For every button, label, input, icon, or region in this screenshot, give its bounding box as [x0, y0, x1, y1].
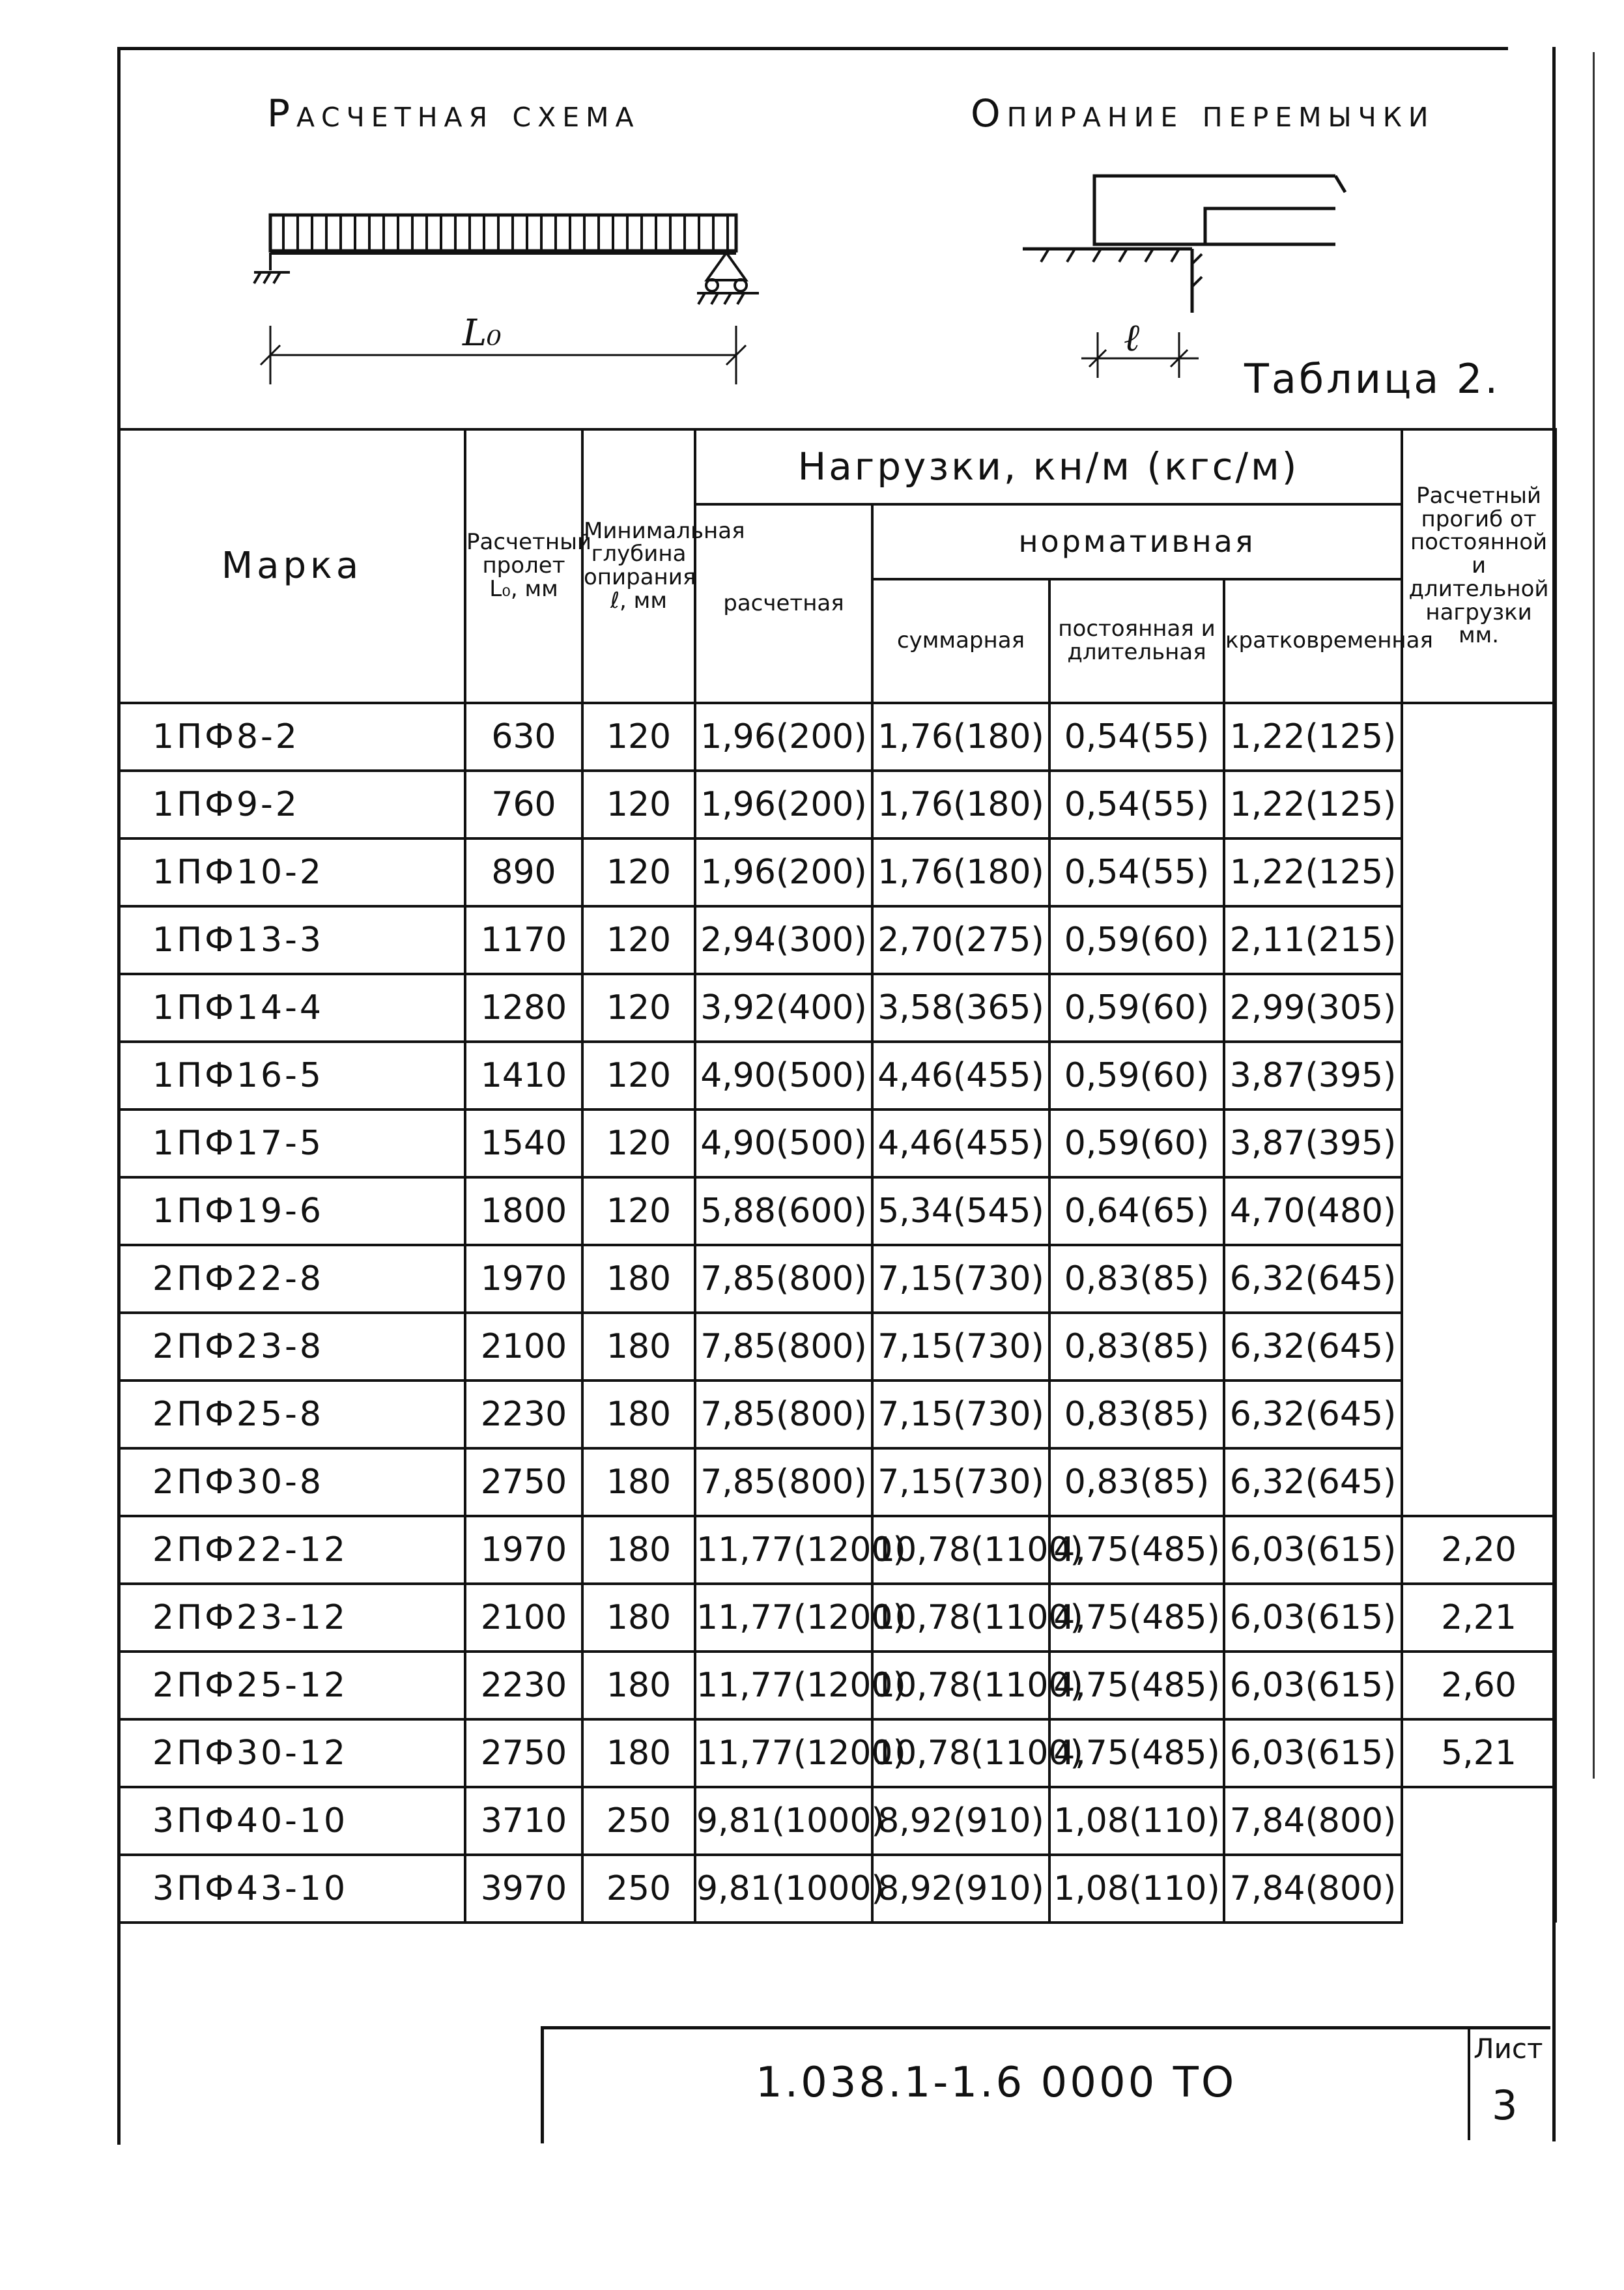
cell-permanent: 4,75(485): [1049, 1584, 1224, 1652]
cell-span: 2100: [465, 1313, 582, 1381]
table-row: [119, 771, 1556, 838]
cell-depth: 120: [582, 1109, 695, 1177]
table-row: [119, 1855, 1556, 1923]
cell-span: 3970: [465, 1855, 582, 1923]
cell-short: 6,32(645): [1224, 1381, 1402, 1448]
depth-label: ℓ: [1124, 315, 1140, 360]
table-row: [119, 974, 1556, 1042]
cell-short: 4,70(480): [1224, 1177, 1402, 1245]
cell-permanent: 0,59(60): [1049, 1042, 1224, 1109]
cell-total: 2,70(275): [872, 906, 1049, 974]
cell-permanent: 0,54(55): [1049, 771, 1224, 838]
cell-span: 1170: [465, 906, 582, 974]
cell-design: 7,85(800): [695, 1245, 872, 1313]
cell-total: 7,15(730): [872, 1448, 1049, 1516]
cell-permanent: 0,83(85): [1049, 1381, 1224, 1448]
cell-depth: 120: [582, 1177, 695, 1245]
table-row: [119, 1109, 1556, 1177]
cell-span: 630: [465, 703, 582, 771]
cell-span: 3710: [465, 1787, 582, 1855]
col-header-depth: Минимальная глубина опирания ℓ, мм: [582, 429, 695, 703]
cell-total: 8,92(910): [872, 1855, 1049, 1923]
cell-permanent: 4,75(485): [1049, 1516, 1224, 1584]
cell-short: 6,03(615): [1224, 1516, 1402, 1584]
cell-deflection: 2,20: [1402, 1516, 1556, 1584]
cell-depth: 250: [582, 1855, 695, 1923]
roller-support-right: [697, 253, 759, 304]
cell-deflection: 2,21: [1402, 1584, 1556, 1652]
cell-design: 5,88(600): [695, 1177, 872, 1245]
cell-depth: 180: [582, 1313, 695, 1381]
cell-span: 1410: [465, 1042, 582, 1109]
cell-mark: 2ПФ23-8: [119, 1313, 465, 1381]
wall-hatching: [1041, 249, 1202, 287]
cell-mark: 1ПФ19-6: [119, 1177, 465, 1245]
cell-span: 1970: [465, 1245, 582, 1313]
cell-short: 7,84(800): [1224, 1855, 1402, 1923]
loads-table: [117, 428, 1557, 1924]
cell-span: 2230: [465, 1381, 582, 1448]
cell-deflection: [1402, 1042, 1556, 1109]
cell-depth: 120: [582, 906, 695, 974]
cell-short: 6,32(645): [1224, 1448, 1402, 1516]
cell-mark: 1ПФ8-2: [119, 703, 465, 771]
cell-deflection: [1402, 1109, 1556, 1177]
cell-deflection: [1402, 703, 1556, 771]
cell-short: 6,32(645): [1224, 1313, 1402, 1381]
col-header-permanent: постоянная и длительная: [1049, 579, 1224, 703]
table-row: [119, 1448, 1556, 1516]
cell-total: 10,78(1100): [872, 1516, 1049, 1584]
cell-span: 2750: [465, 1448, 582, 1516]
table-row: [119, 1719, 1556, 1787]
cell-depth: 120: [582, 703, 695, 771]
design-scheme-drawing: [235, 195, 795, 404]
cell-depth: 180: [582, 1652, 695, 1719]
cell-mark: 3ПФ40-10: [119, 1787, 465, 1855]
span-label: L₀: [463, 312, 502, 354]
cell-short: 6,03(615): [1224, 1652, 1402, 1719]
table-row: [119, 838, 1556, 906]
table-row: [119, 1652, 1556, 1719]
table-row: [119, 1584, 1556, 1652]
cell-permanent: 0,59(60): [1049, 1109, 1224, 1177]
cell-design: 11,77(1200): [695, 1719, 872, 1787]
cell-total: 4,46(455): [872, 1109, 1049, 1177]
cell-deflection: [1402, 1787, 1556, 1855]
table-row: [119, 1245, 1556, 1313]
cell-total: 1,76(180): [872, 838, 1049, 906]
cell-deflection: [1402, 1313, 1556, 1381]
cell-depth: 120: [582, 1042, 695, 1109]
cell-short: 1,22(125): [1224, 838, 1402, 906]
cell-design: 2,94(300): [695, 906, 872, 974]
cell-design: 9,81(1000): [695, 1855, 872, 1923]
cell-short: 1,22(125): [1224, 703, 1402, 771]
cell-span: 1280: [465, 974, 582, 1042]
cell-design: 7,85(800): [695, 1448, 872, 1516]
cell-short: 3,87(395): [1224, 1109, 1402, 1177]
cell-mark: 1ПФ9-2: [119, 771, 465, 838]
cell-mark: 1ПФ14-4: [119, 974, 465, 1042]
cell-total: 10,78(1100): [872, 1584, 1049, 1652]
cell-deflection: [1402, 1245, 1556, 1313]
loads-table-container: [117, 428, 1554, 1924]
cell-total: 3,58(365): [872, 974, 1049, 1042]
table-row: [119, 703, 1556, 771]
design-scheme-title: Расчетная схема: [267, 91, 640, 136]
cell-design: 1,96(200): [695, 703, 872, 771]
cell-mark: 2ПФ25-8: [119, 1381, 465, 1448]
cell-short: 2,99(305): [1224, 974, 1402, 1042]
cell-mark: 2ПФ23-12: [119, 1584, 465, 1652]
cell-span: 1970: [465, 1516, 582, 1584]
cell-deflection: [1402, 771, 1556, 838]
lintel-step: [1205, 208, 1335, 244]
col-header-design: расчетная: [695, 504, 872, 703]
cell-short: 6,03(615): [1224, 1719, 1402, 1787]
cell-short: 6,32(645): [1224, 1245, 1402, 1313]
table-row: [119, 1381, 1556, 1448]
cell-design: 3,92(400): [695, 974, 872, 1042]
col-header-mark: Марка: [119, 429, 465, 703]
cell-design: 4,90(500): [695, 1109, 872, 1177]
sheet-label: Лист: [1474, 2033, 1543, 2065]
table-row: [119, 1516, 1556, 1584]
span-dimension-line: [261, 326, 746, 384]
cell-design: 1,96(200): [695, 771, 872, 838]
cell-span: 1540: [465, 1109, 582, 1177]
cell-depth: 180: [582, 1516, 695, 1584]
cell-permanent: 4,75(485): [1049, 1652, 1224, 1719]
cell-total: 7,15(730): [872, 1313, 1049, 1381]
cell-span: 890: [465, 838, 582, 906]
cell-total: 5,34(545): [872, 1177, 1049, 1245]
cell-total: 4,46(455): [872, 1042, 1049, 1109]
cell-mark: 2ПФ30-8: [119, 1448, 465, 1516]
cell-design: 11,77(1200): [695, 1516, 872, 1584]
pin-support-left: [254, 253, 290, 283]
table-row: [119, 1313, 1556, 1381]
col-header-normative: нормативная: [872, 504, 1402, 579]
cell-permanent: 0,54(55): [1049, 703, 1224, 771]
cell-total: 1,76(180): [872, 703, 1049, 771]
cell-total: 10,78(1100): [872, 1652, 1049, 1719]
cell-permanent: 0,83(85): [1049, 1245, 1224, 1313]
cell-span: 1800: [465, 1177, 582, 1245]
cell-total: 7,15(730): [872, 1381, 1049, 1448]
table-caption: Таблица 2.: [1244, 355, 1501, 403]
cell-permanent: 1,08(110): [1049, 1855, 1224, 1923]
cell-total: 1,76(180): [872, 771, 1049, 838]
cell-total: 7,15(730): [872, 1245, 1049, 1313]
cell-span: 760: [465, 771, 582, 838]
col-header-loads: Нагрузки, кн/м (кгс/м): [695, 429, 1402, 504]
cell-span: 2100: [465, 1584, 582, 1652]
cell-deflection: 5,21: [1402, 1719, 1556, 1787]
col-header-short-term: кратковременная: [1224, 579, 1402, 703]
cell-short: 2,11(215): [1224, 906, 1402, 974]
table-row: [119, 1177, 1556, 1245]
cell-mark: 1ПФ10-2: [119, 838, 465, 906]
col-header-span: Расчетный пролет L₀, мм: [465, 429, 582, 703]
cell-design: 4,90(500): [695, 1042, 872, 1109]
cell-mark: 1ПФ13-3: [119, 906, 465, 974]
cell-mark: 1ПФ16-5: [119, 1042, 465, 1109]
cell-deflection: [1402, 1448, 1556, 1516]
table-row: [119, 1042, 1556, 1109]
sheet-number: 3: [1492, 2082, 1518, 2129]
cell-permanent: 0,54(55): [1049, 838, 1224, 906]
cell-depth: 120: [582, 838, 695, 906]
cell-short: 6,03(615): [1224, 1584, 1402, 1652]
cell-permanent: 0,83(85): [1049, 1313, 1224, 1381]
table-row: [119, 1787, 1556, 1855]
sheet-outer-border: [1593, 52, 1595, 1779]
cell-total: 10,78(1100): [872, 1719, 1049, 1787]
cell-depth: 180: [582, 1245, 695, 1313]
cell-design: 1,96(200): [695, 838, 872, 906]
cell-design: 7,85(800): [695, 1381, 872, 1448]
lintel-break-mark: [1335, 176, 1345, 192]
support-depth-dimension: [1081, 332, 1199, 378]
col-header-deflection: Расчетный прогиб от постоянной и длительной нагрузки мм.: [1402, 429, 1556, 703]
cell-design: 7,85(800): [695, 1313, 872, 1381]
cell-mark: 3ПФ43-10: [119, 1855, 465, 1923]
cell-permanent: 1,08(110): [1049, 1787, 1224, 1855]
cell-mark: 2ПФ22-12: [119, 1516, 465, 1584]
table-row: [119, 906, 1556, 974]
cell-permanent: 0,59(60): [1049, 974, 1224, 1042]
cell-depth: 180: [582, 1719, 695, 1787]
cell-mark: 2ПФ22-8: [119, 1245, 465, 1313]
cell-short: 1,22(125): [1224, 771, 1402, 838]
cell-deflection: [1402, 1855, 1556, 1923]
cell-design: 9,81(1000): [695, 1787, 872, 1855]
cell-permanent: 0,83(85): [1049, 1448, 1224, 1516]
cell-short: 3,87(395): [1224, 1042, 1402, 1109]
document-code: 1.038.1-1.6 0000 ТО: [756, 2059, 1237, 2107]
cell-depth: 180: [582, 1381, 695, 1448]
cell-depth: 250: [582, 1787, 695, 1855]
cell-permanent: 0,64(65): [1049, 1177, 1224, 1245]
cell-depth: 180: [582, 1448, 695, 1516]
cell-design: 11,77(1200): [695, 1584, 872, 1652]
cell-span: 2230: [465, 1652, 582, 1719]
cell-short: 7,84(800): [1224, 1787, 1402, 1855]
cell-deflection: [1402, 906, 1556, 974]
cell-mark: 1ПФ17-5: [119, 1109, 465, 1177]
cell-design: 11,77(1200): [695, 1652, 872, 1719]
cell-depth: 120: [582, 771, 695, 838]
cell-depth: 120: [582, 974, 695, 1042]
lintel-support-drawing: [1003, 163, 1368, 384]
col-header-total: суммарная: [872, 579, 1049, 703]
cell-deflection: [1402, 838, 1556, 906]
wall-support: [1023, 249, 1192, 313]
cell-deflection: [1402, 974, 1556, 1042]
cell-deflection: 2,60: [1402, 1652, 1556, 1719]
cell-permanent: 4,75(485): [1049, 1719, 1224, 1787]
cell-deflection: [1402, 1177, 1556, 1245]
cell-span: 2750: [465, 1719, 582, 1787]
cell-mark: 2ПФ25-12: [119, 1652, 465, 1719]
cell-mark: 2ПФ30-12: [119, 1719, 465, 1787]
cell-deflection: [1402, 1381, 1556, 1448]
cell-depth: 180: [582, 1584, 695, 1652]
cell-permanent: 0,59(60): [1049, 906, 1224, 974]
lintel-support-title: Опирание перемычки: [971, 91, 1435, 136]
cell-total: 8,92(910): [872, 1787, 1049, 1855]
